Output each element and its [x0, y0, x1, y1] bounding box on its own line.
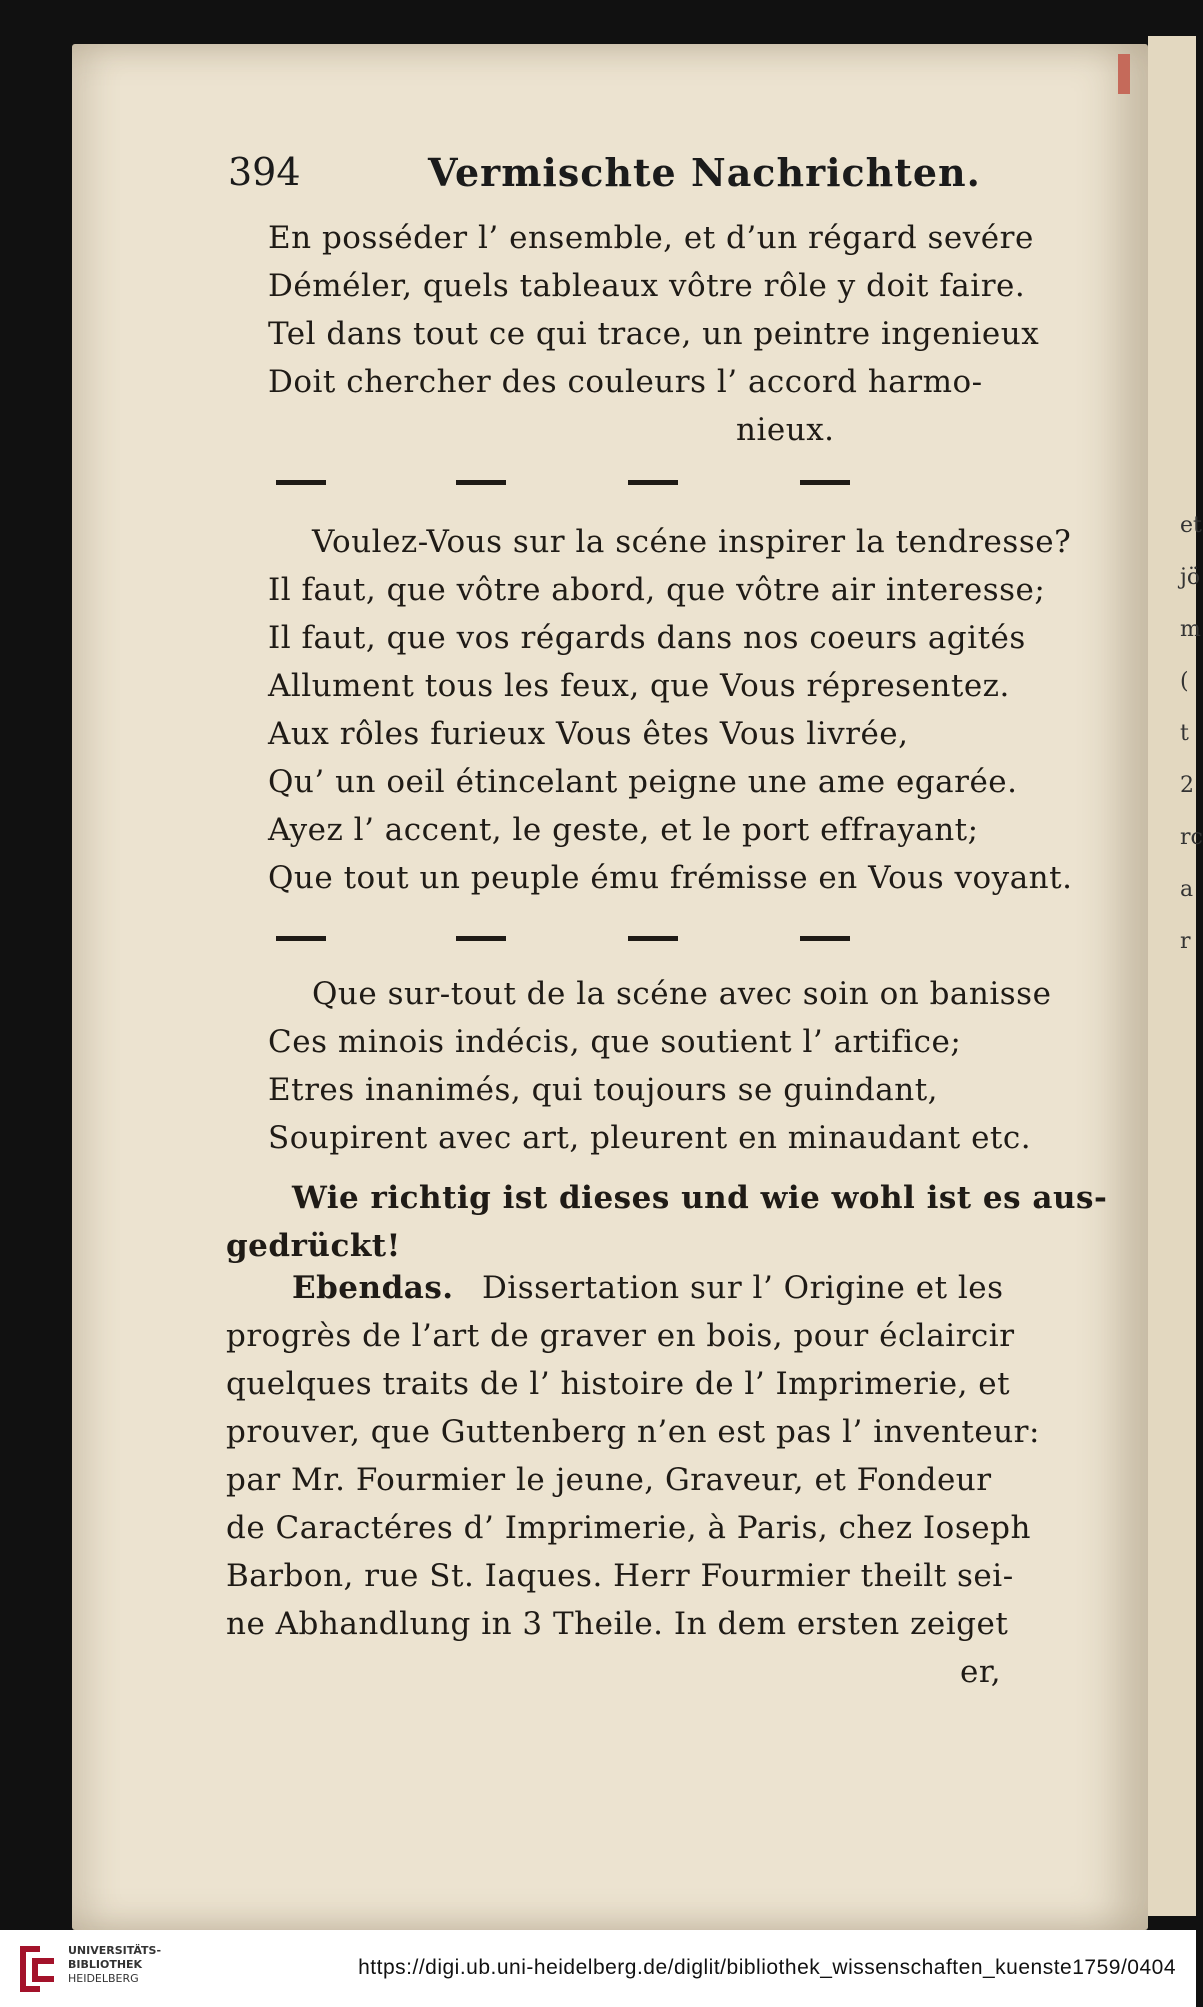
library-name: UNIVERSITÄTS- BIBLIOTHEK HEIDELBERG: [68, 1944, 162, 1985]
verse-line: Que tout un peuple ému frémisse en Vous voyant.: [268, 860, 1073, 896]
prose-line: Barbon, rue St. Iaques. Herr Fourmier theilt sei-: [226, 1558, 1014, 1594]
permalink-url[interactable]: https://digi.ub.uni-heidelberg.de/diglit/bibliothek_wissenschaften_kuenste1759/0404: [358, 1956, 1176, 1979]
verse-line: Il faut, que vôtre abord, que vôtre air interesse;: [268, 572, 1046, 608]
page-header: [228, 150, 1028, 200]
verse-line: Ces minois indécis, que soutient l’ artifice;: [268, 1024, 962, 1060]
prose-line: prouver, que Guttenberg n’en est pas l’ inventeur:: [226, 1414, 1040, 1450]
prose-line: de Caractéres d’ Imprimerie, à Paris, chez Ioseph: [226, 1510, 1031, 1546]
catchword: er,: [960, 1654, 1002, 1690]
prose-line: ne Abhandlung in 3 Theile. In dem ersten zeiget: [226, 1606, 1009, 1642]
page-edge-marker: [1118, 54, 1130, 94]
verse-line: Tel dans tout ce qui trace, un peintre ingenieux: [268, 316, 1040, 352]
verse-line-continuation: nieux.: [736, 412, 835, 448]
running-head: Vermischte Nachrichten.: [428, 150, 981, 195]
verse-line: Aux rôles furieux Vous êtes Vous livrée,: [268, 716, 909, 752]
verse-line: Ayez l’ accent, le geste, et le port effrayant;: [268, 812, 979, 848]
verse-line: Soupirent avec art, pleurent en minaudant etc.: [268, 1120, 1032, 1156]
verse-line: Déméler, quels tableaux vôtre rôle y doit faire.: [268, 268, 1026, 304]
entry-lead: Ebendas.: [292, 1270, 454, 1306]
verse-line: Qu’ un oeil étincelant peigne une ame egarée.: [268, 764, 1018, 800]
adjacent-page-edge: [1148, 36, 1203, 1916]
verse-line: Il faut, que vos régards dans nos coeurs agités: [268, 620, 1026, 656]
prose-line: Ebendas. Dissertation sur l’ Origine et les: [292, 1270, 1004, 1306]
prose-line: quelques traits de l’ histoire de l’ Imprimerie, et: [226, 1366, 1011, 1402]
verse-line: En posséder l’ ensemble, et d’un régard sevére: [268, 220, 1034, 256]
prose-line: par Mr. Fourmier le jeune, Graveur, et Fondeur: [226, 1462, 992, 1498]
editorial-comment: Wie richtig ist dieses und wie wohl ist es aus-: [292, 1180, 1108, 1216]
adjacent-page-letters: et jö m ( t 2 rc a r: [1180, 513, 1203, 954]
editorial-comment: gedrückt!: [226, 1228, 401, 1264]
library-logo-icon: [14, 1942, 60, 1994]
page-number: 394: [228, 150, 301, 194]
prose-line: progrès de l’art de graver en bois, pour éclaircir: [226, 1318, 1015, 1354]
verse-line: Allument tous les feux, que Vous répresentez.: [268, 668, 1010, 704]
viewer-footer: [0, 1930, 1196, 2007]
verse-line: Etres inanimés, qui toujours se guindant,: [268, 1072, 939, 1108]
verse-line: Doit chercher des couleurs l’ accord harmo-: [268, 364, 983, 400]
verse-line: Que sur-tout de la scéne avec soin on banisse: [312, 976, 1052, 1012]
verse-line: Voulez-Vous sur la scéne inspirer la tendresse?: [312, 524, 1072, 560]
